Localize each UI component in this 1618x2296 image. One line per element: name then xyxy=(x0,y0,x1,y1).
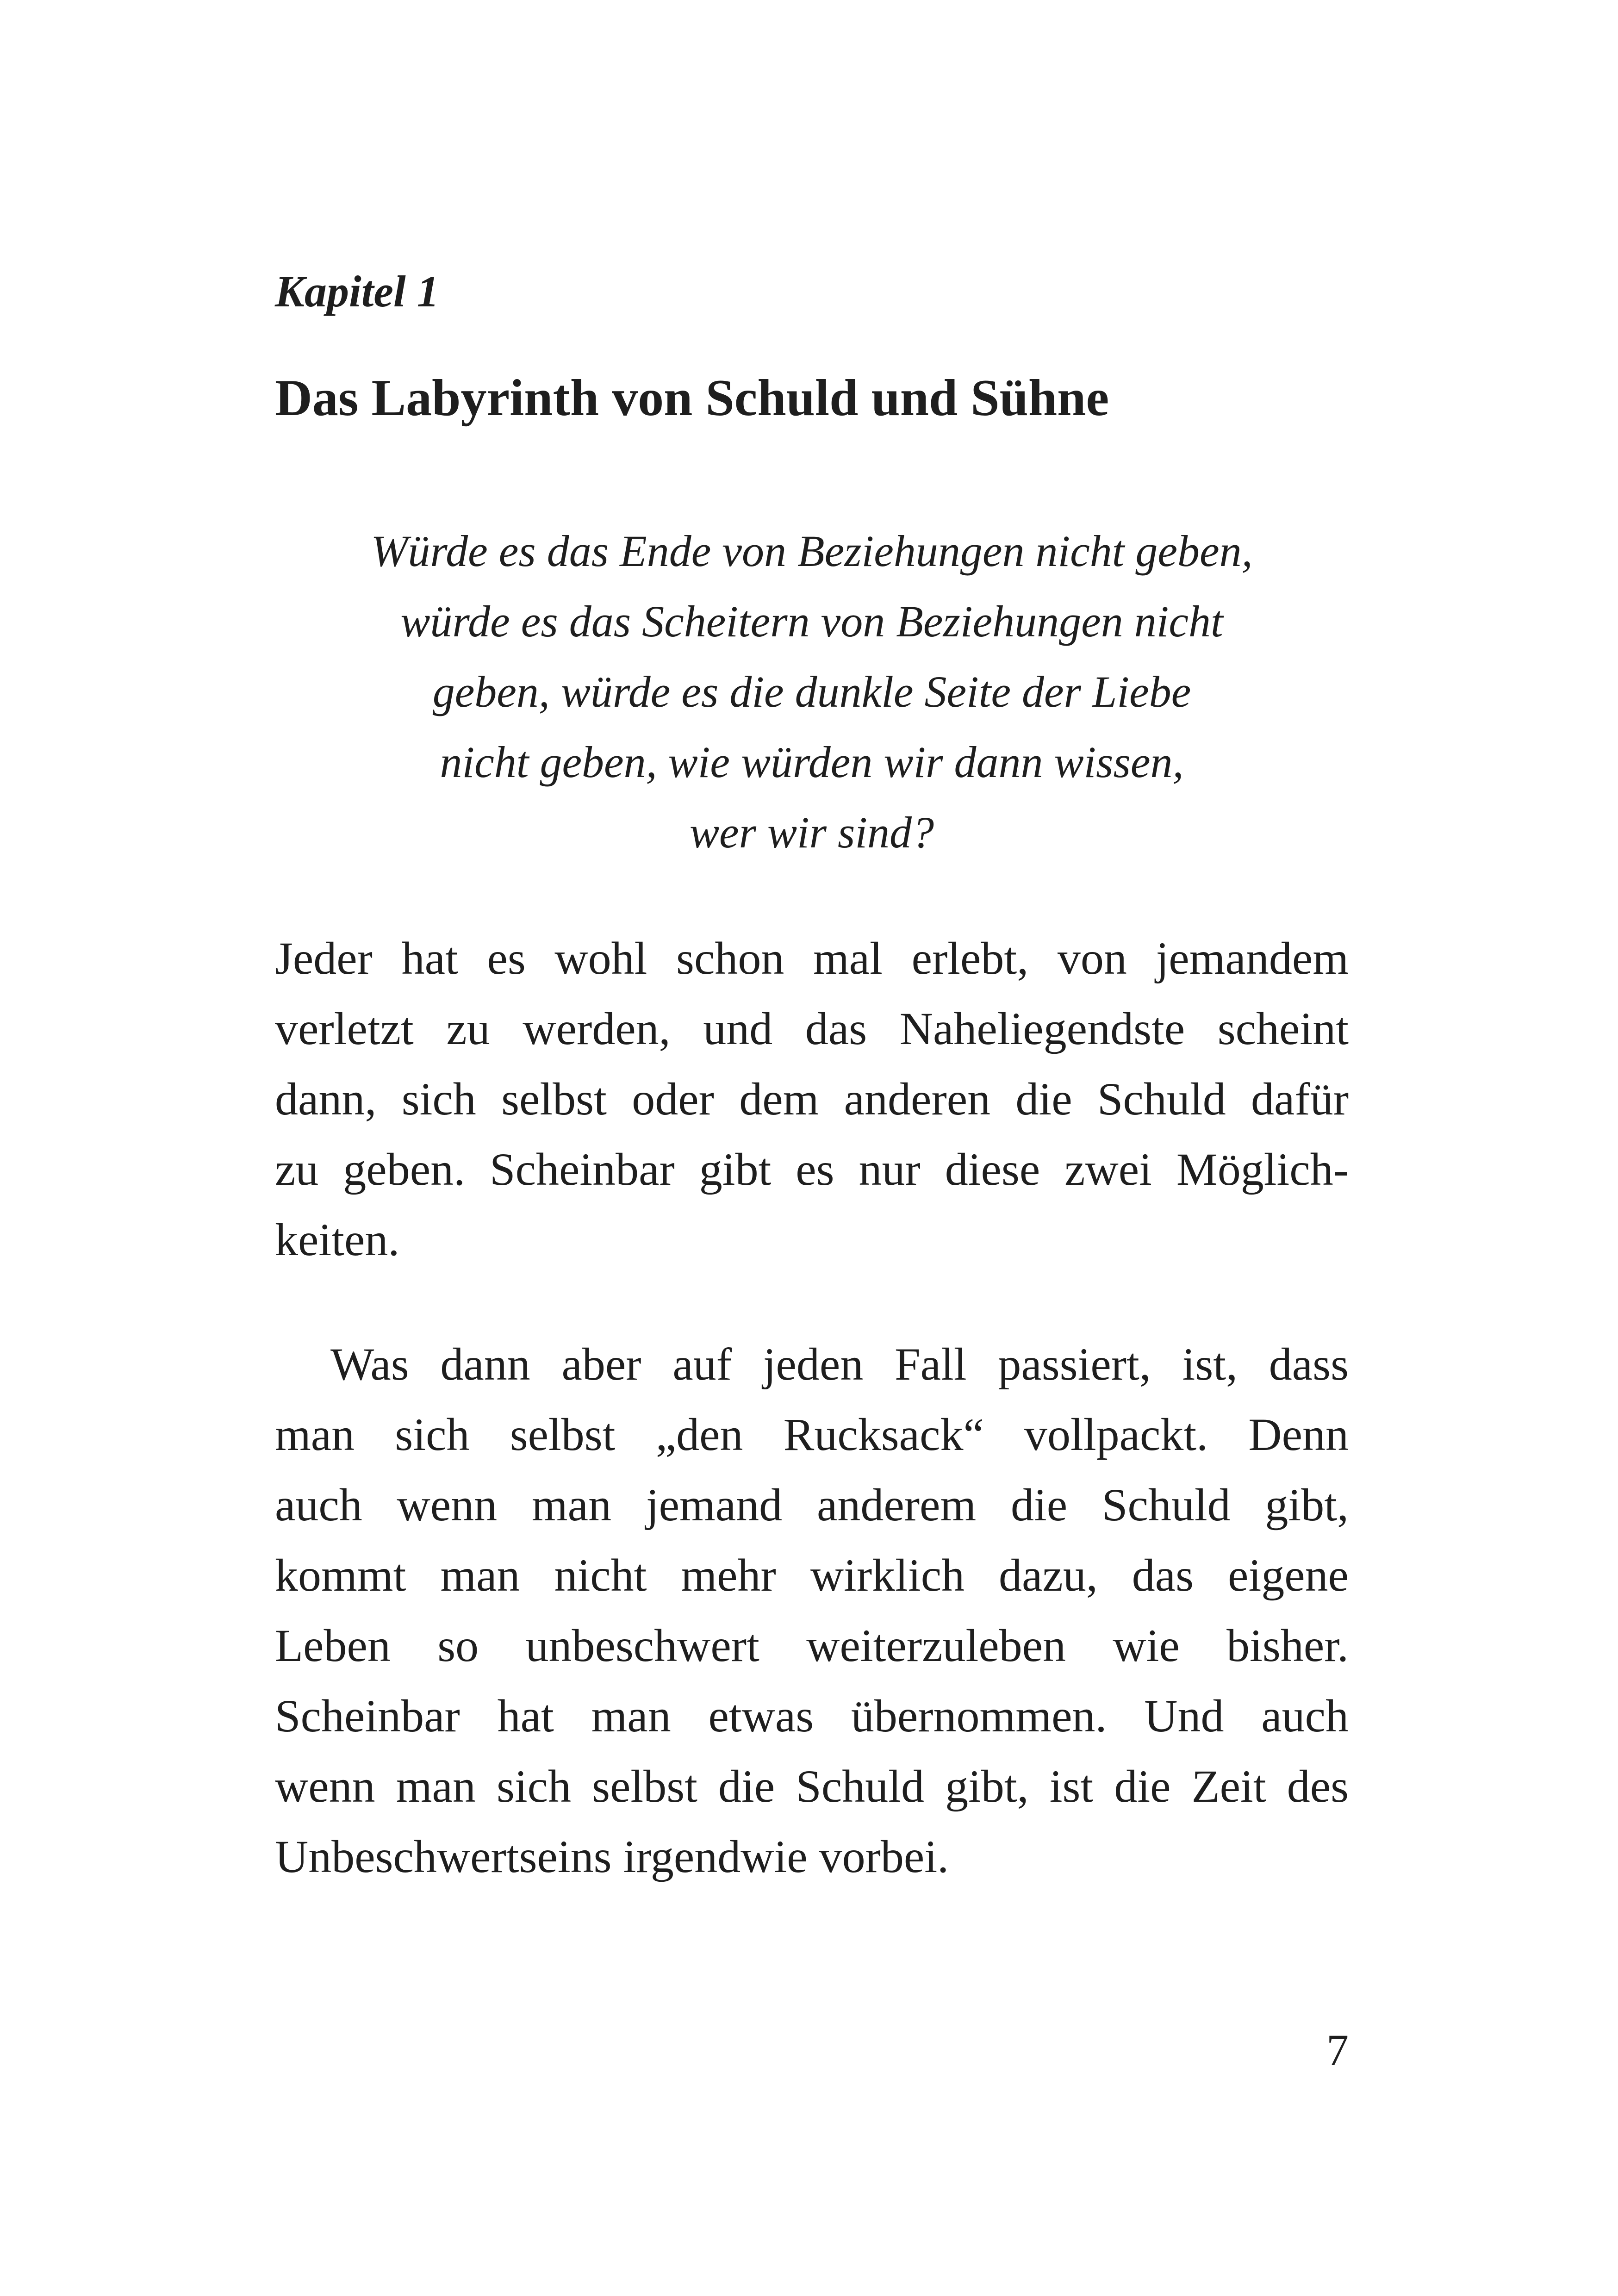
text-line: dann, sich selbst oder dem anderen die Schuld dafür xyxy=(275,1073,1349,1125)
epigraph-line: geben, würde es die dunkle Seite der Liebe xyxy=(432,667,1191,716)
text-line: wenn man sich selbst die Schuld gibt, ist die Zeit des xyxy=(275,1761,1349,1812)
text-line: Unbeschwertseins irgendwie vorbei. xyxy=(275,1831,949,1882)
text-line: Jeder hat es wohl schon mal erlebt, von jemandem xyxy=(275,933,1349,984)
text-line: kommt man nicht mehr wirklich dazu, das eigene xyxy=(275,1549,1349,1601)
epigraph-line: Würde es das Ende von Beziehungen nicht geben, xyxy=(371,526,1253,576)
text-line: zu geben. Scheinbar gibt es nur diese zwei Möglich- xyxy=(275,1144,1349,1195)
epigraph-line: wer wir sind? xyxy=(689,808,934,857)
epigraph xyxy=(275,516,1349,868)
text-line: Leben so unbeschwert weiterzuleben wie bisher. xyxy=(275,1620,1349,1671)
text-line: verletzt zu werden, und das Naheliegendste scheint xyxy=(275,1003,1349,1054)
chapter-title: Das Labyrinth von Schuld und Sühne xyxy=(275,369,1109,427)
text-line: Was dann aber auf jeden Fall passiert, ist, dass xyxy=(330,1338,1349,1390)
paragraph-1 xyxy=(275,923,1349,1275)
paragraph-2 xyxy=(275,1329,1349,1892)
epigraph-line: würde es das Scheitern von Beziehungen nicht xyxy=(400,597,1223,646)
chapter-label: Kapitel 1 xyxy=(275,267,439,316)
epigraph-line: nicht geben, wie würden wir dann wissen, xyxy=(440,737,1184,787)
text-line: auch wenn man jemand anderem die Schuld gibt, xyxy=(275,1479,1349,1531)
page-number: 7 xyxy=(1326,2025,1349,2075)
text-line: man sich selbst „den Rucksack“ vollpackt. Denn xyxy=(275,1409,1349,1460)
text-line: keiten. xyxy=(275,1214,400,1265)
text-line: Scheinbar hat man etwas übernommen. Und auch xyxy=(275,1690,1349,1742)
